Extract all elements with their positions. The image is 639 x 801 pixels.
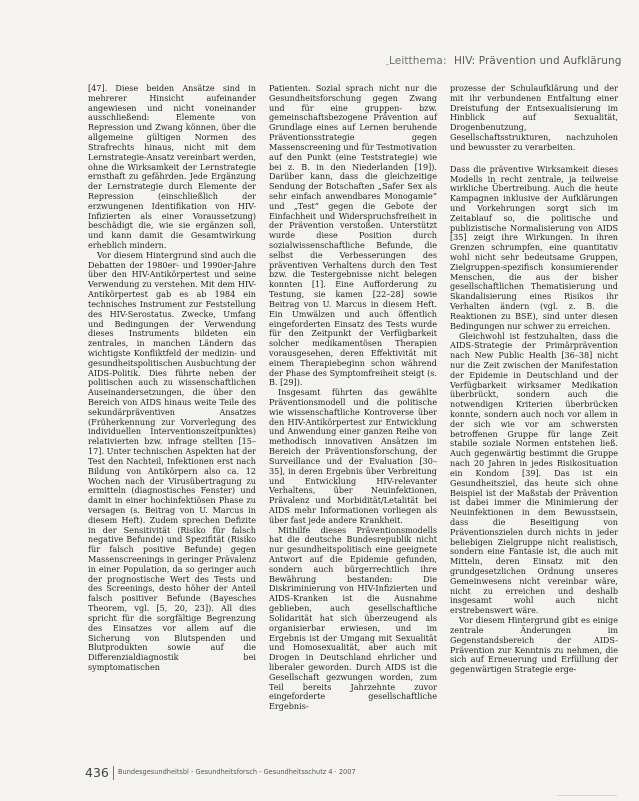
text-column-1 xyxy=(88,84,256,673)
paragraph: Patienten. Sozial sprach nicht nur die Gesundheitsforschung gegen Zwang und für eine gruppen- bzw. gemeinschaftsbezogene Prävention auf Grundlage eines auf Lernen beruhende Präventionsstrategie gegen Massenscreening und für Testmotivation auf den Punkt (eine Teststrategie) wie bei z. B. in den Niederlanden [19]). Darüber kann, dass die gleichzeitige Sendung der Botschaften „Safer Sex als sehr einfach anwendbares Monogamie“ und „Test“ gegen die Gebote der Einfachheit und Widerspruchsfreiheit in der Prävention verstoßen. Unterstützt wurde diese Position durch sozialwissenschaftliche Befunde, die selbst die Verbesserungen des präventiven Verhaltens durch den Test bzw. die Testergebnisse nicht belegen konnten [1]. Eine Aufforderung zu Testung, sie kamen [22–28] sowie Beitrag von U. Marcus in diesem Heft. Ein Umwälzen und auch öffentlich eingeforderten Einsatz des Tests wurde für den Zeitpunkt der Verfügbarkeit solcher medikamentösen Therapien vorausgesehen, deren Effektivität mit einem Therapiebeginn schon während der Phase des Symptomfreiheit steigt (s. B. [29]). xyxy=(269,83,437,388)
paragraph: [47]. Diese beiden Ansätze sind in mehrerer Hinsicht aufeinander angewiesen und nicht voneinander ausschließend: Elemente von Repression und Zwang können, über die allgemeine gültigen Normen des Strafrechts hinaus, nicht mit dem Lernstrategie-Ansatz vereinbart werden, ohne die Wirksamkeit der Lernstrategie ernsthaft zu gefährden. Jede Ergänzung der Lernstrategie durch Elemente der Repression (einschließlich der erzwungenen Identifikation von HIV-Infizierten als einer Voraussetzung) beschädigt die, wie sie ergänzen soll, und kann damit die Gesamtwirkung erheblich mindern. xyxy=(88,83,256,250)
footer-divider xyxy=(113,766,114,780)
running-head xyxy=(389,55,638,67)
running-head-title: HIV: Prävention und Aufklärung xyxy=(454,55,622,67)
paragraph: Mithilfe dieses Präventionsmodells hat die deutsche Bundesrepublik nicht nur gesundheitspolitisch eine geeignete Antwort auf die Epidemie gefunden, sondern auch bürgerrechtlich ihre Bewährung bestanden: Die Diskriminierung von HIV-Infizierten und AIDS-Kranken ist die Ausnahme geblieben, auch gesellschaftliche Solidarität hat sich überzeugend als organisierbar erwiesen, und im Ergebnis ist der Umgang mit Sexualität und Homosexualität, aber auch mit Drogen in Deutschland ehrlicher und liberaler geworden. Durch AIDS ist die Gesellschaft gezwungen worden, zum Teil bereits Jahrzehnte zuvor eingeforderte gesellschaftliche Ergebnis- xyxy=(269,524,437,712)
paragraph: prozesse der Schulaufklärung und der mit ihr verbundenen Entfaltung einer Dreistufung der Entsexualisierung im Hinblick auf Sexualität, Drogenbenutzung, Gesellschaftsstrukturen, nachzuholen und bewusster zu verarbeiten. xyxy=(450,83,618,152)
page-header xyxy=(0,0,639,96)
journal-citation: Bundesgesundheitsbl - Gesundheitsforsch - Gesundheitsschutz 4 · 2007 xyxy=(118,768,356,776)
article-body xyxy=(88,84,618,754)
page-number: 436 xyxy=(85,765,109,780)
paragraph: Insgesamt führten das gewählte Präventionsmodell und die politische wie wissenschaftliche Kontroverse über den HIV-Antikörpertest zur Entwicklung und Anwendung einer ganzen Reihe von methodisch innovativen Ansätzen im Bereich der Präventionsforschung, der Surveillance und der Evaluation [30–35], in deren Ergebnis über Verbreitung und Entwicklung HIV-relevanter Verhaltens, über Neuinfektionen, Prävalenz und Morbidität/Letalität bei AIDS mehr Informationen vorliegen als über fast jede andere Krankheit. xyxy=(269,387,437,525)
paragraph: Dass die präventive Wirksamkeit dieses Modells in recht zentrale, ja teilweise wirkliche Übertreibung. Auch die heute Kampagnen inklusive der Aufklärungen und Vorkehrungen sorgt sich im Zeitablauf so, die politische und publizistische Normalisierung von AIDS [35] zeigt ihre Wirkungen. In ihren Grenzen schrumpfen, eine quantitativ wohl nicht sehr bedeutsame Gruppen, Zielgruppen-spezifisch konsumierender Menschen, die aus der bisher gesellschaftlichen Thematisierung und Skandalisierung eines Risikos ihr Verhalten ändern (vgl. z. B. die Reaktionen zu BSE), sind unter diesen Bedingungen nur schwer zu erreichen. xyxy=(450,163,618,331)
text-column-2 xyxy=(269,84,437,712)
running-head-lead: Leitthema: xyxy=(389,55,447,67)
paragraph: Gleichwohl ist festzuhalten, dass die AIDS-Strategie der Primärprävention nach New Public Health [36–38] nicht nur die Zeit zwischen der Manifestation der Epidemie in Deutschland und der Verfügbarkeit wirksamer Medikation überbrückt, sondern auch die notwendigen Kriterien überbrücken konnte, sondern auch noch vor allem in der sich wie vor am schwersten betroffenen Gruppe für lange Zeit stabile soziale Normen entstehen ließ. Auch gegenwärtig bestimmt die Gruppe nach 20 Jahren in jedes Risikosituation ein Kondom [39]. Das ist ein Gesundheitsziel, das heute sich ohne Beispiel ist der Maßstab der Prävention ist dabei immer die Minimierung der Neuinfektionen in dem Bewusstsein, dass die Beseitigung von Präventionszielen durch nichts in jeder beliebigen Zielgruppe nicht realistisch, sondern eine Fantasie ist, die auch mit Mitteln, deren Einsatz mit den grundgesetzlichen Ordnung unseres Gemeinwesens nicht vereinbar wäre, nicht zu erreichen und deshalb insgesamt wohl auch nicht erstrebenswert wäre. xyxy=(450,330,618,616)
paragraph: Vor diesem Hintergrund sind auch die Debatten der 1980er- und 1990er-Jahre über den HIV-Antikörpertest und seine Verwendung zu verstehen. Mit dem HIV-Antikörpertest gab es ab 1984 ein technisches Instrument zur Feststellung des HIV-Serostatus. Zwecke, Umfang und Bedingungen der Verwendung dieses Instruments bildeten ein zentrales, in manchen Ländern das wichtigste Konfliktfeld der medizin- und gesundheitspolitischen Ausbuchtung der AIDS-Politik. Dies führte neben der politischen auch zu wissenschaftlichen Auseinandersetzungen, die über den Bereich von AIDS hinaus weite Teile des sekundärpräventiven Ansatzes (Früherkennung zur Vorverlegung des individuellen Interventionszeitpunktes) relativierten bzw. infrage stellten [15–17]. Unter technischen Aspekten hat der Test den Nachteil, Infektionen erst nach Bildung von Antikörpern also ca. 12 Wochen nach der Virusübertragung zu ermitteln (diagnostisches Fenster) und damit in einer hochinfektiösen Phase zu versagen (s. Beitrag von U. Marcus in diesem Heft). Zudem sprechen Defizite in der Sensitivität (Risiko für falsch negative Befunde) und Spezifität (Risiko für falsch positive Befunde) gegen Massenscreenings in geringer Prävalenz in einer Population, da so geringer auch der prognostische Wert des Tests und des Screenings, desto höher der Anteil falsch positiver Befunde (Bayesches Theorem, vgl. [5, 20, 23]). All dies spricht für die sorgfältige Begrenzung des Einsatzes vor allem auf die Sicherung von Blutspenden und Blutprodukten sowie auf die Differenzialdiagnostik bei symptomatischen xyxy=(88,249,256,672)
page-footer xyxy=(0,765,639,801)
text-column-3 xyxy=(450,84,618,675)
scan-mark xyxy=(557,795,617,796)
paragraph: Vor diesem Hintergrund gibt es einige zentrale Änderungen im Gegenstandsbereich der AIDS-Prävention zur Kenntnis zu nehmen, die sich auf Erneuerung und Erfüllung der gegenwärtigen Strategie erge- xyxy=(450,615,618,675)
